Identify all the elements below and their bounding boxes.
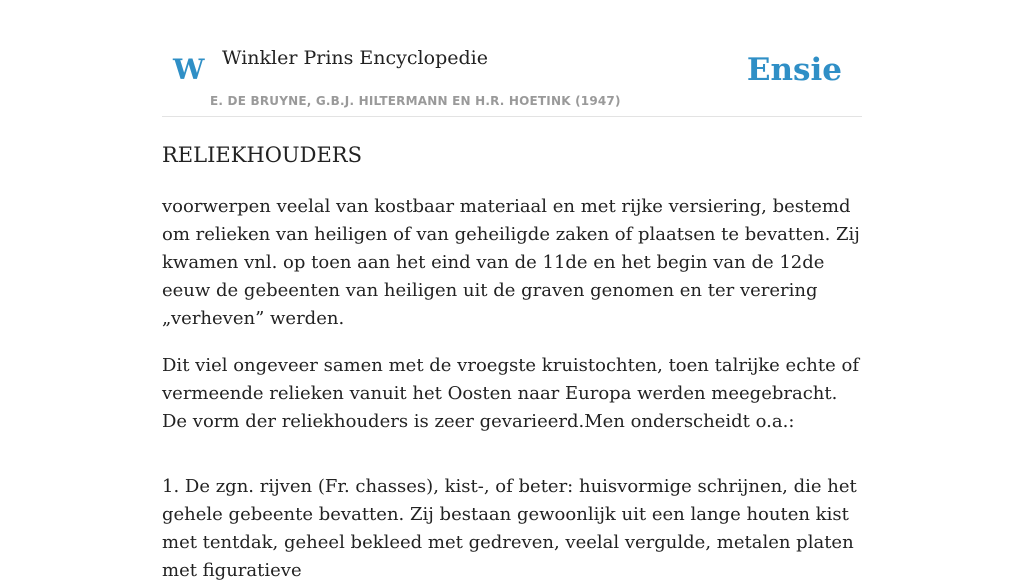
publication-logo[interactable]: W: [173, 53, 205, 86]
ensie-logo[interactable]: Ensie: [746, 52, 842, 88]
article-title: RELIEKHOUDERS: [162, 143, 362, 167]
publication-title[interactable]: Winkler Prins Encyclopedie: [222, 47, 488, 69]
publication-authors: E. DE BRUYNE, G.B.J. HILTERMANN EN H.R. HOETINK (1947): [210, 94, 621, 108]
article-paragraph-1: voorwerpen veelal van kostbaar materiaal en met rijke versiering, bestemd om relieken van heiligen of van geheiligde zaken of plaatsen te bevatten. Zij kwamen vnl. op toen aan het eind van de 11de en het begin van de 12de eeuw de gebeenten van heiligen uit de graven genomen en ter verering „verheven” werden.: [162, 196, 860, 329]
article-paragraph-2: Dit viel ongeveer samen met de vroegste kruistochten, toen talrijke echte of vermeende relieken vanuit het Oosten naar Europa werden meegebracht. De vorm der reliekhouders is zeer gevarieerd.Men onderscheidt o.a.:: [162, 355, 859, 432]
article-body: [162, 139, 862, 585]
site-header: [162, 0, 862, 117]
article-list-item: 1. De zgn. rijven (Fr. chasses), kist-, of beter: huisvormige schrijnen, die het gehele gebeente bevatten. Zij bestaan gewoonlijk uit een lange houten kist met tentdak, geheel bekleed met gedreven, veelal vergulde, metalen platen met figuratieve: [162, 476, 857, 581]
